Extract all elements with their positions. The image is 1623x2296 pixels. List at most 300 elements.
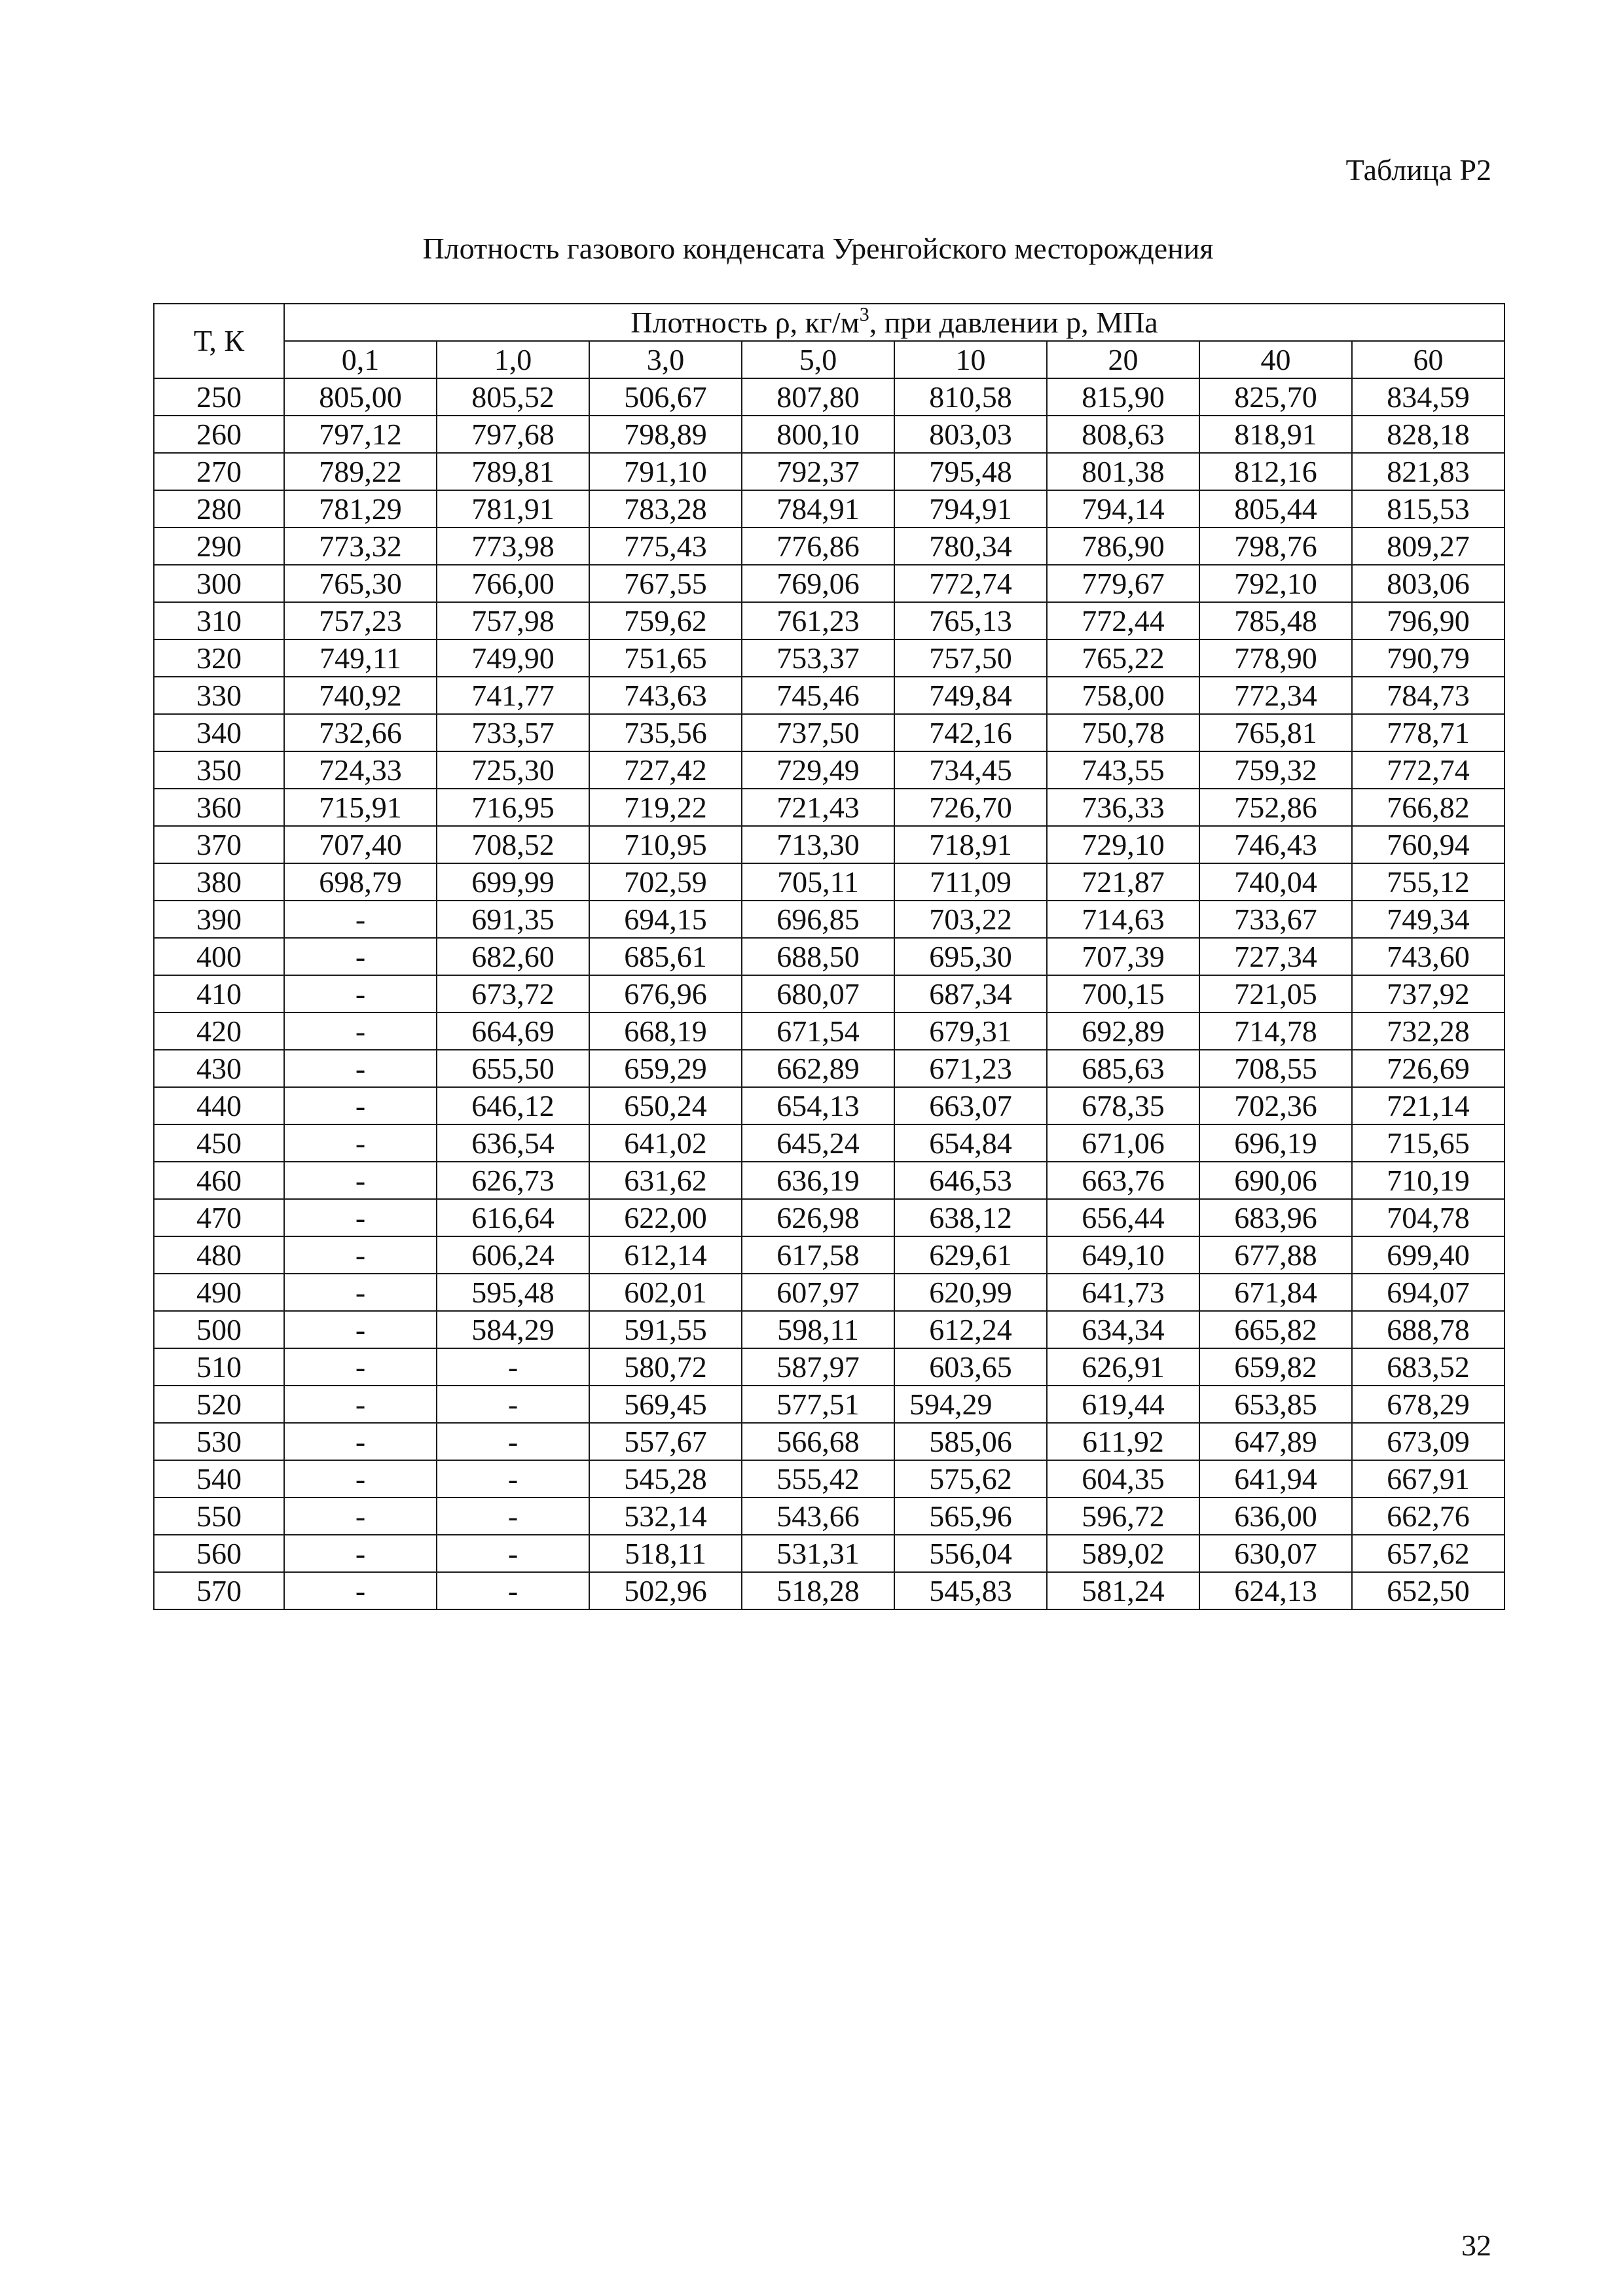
density-value-cell: 803,06 [1352,565,1504,602]
density-value-cell: 759,32 [1199,751,1352,789]
density-value-cell: 719,22 [589,789,742,826]
density-value-cell: 749,34 [1352,901,1504,938]
density-value-cell: 721,43 [742,789,894,826]
pressure-header-cell: 5,0 [742,341,894,378]
density-value-cell: 725,30 [437,751,589,789]
temperature-cell: 510 [154,1348,284,1386]
density-value-cell: 769,06 [742,565,894,602]
density-value-cell: 626,98 [742,1199,894,1236]
density-value-cell: 805,52 [437,378,589,416]
temperature-cell: 350 [154,751,284,789]
temperature-cell: 520 [154,1386,284,1423]
density-table-container [153,303,1505,1610]
density-value-cell: 647,89 [1199,1423,1352,1460]
density-header-text: Плотность ρ, кг/м [630,306,860,339]
table-row [154,938,1504,975]
density-value-cell: 750,78 [1047,714,1199,751]
density-value-cell: 708,55 [1199,1050,1352,1087]
density-value-cell: 577,51 [742,1386,894,1423]
density-value-cell: 735,56 [589,714,742,751]
density-value-cell: 800,10 [742,416,894,453]
density-value-cell: 733,67 [1199,901,1352,938]
density-value-cell: 652,50 [1352,1572,1504,1609]
density-value-cell: 685,61 [589,938,742,975]
density-value-cell: 727,42 [589,751,742,789]
table-row [154,416,1504,453]
density-value-cell: 679,31 [894,1013,1047,1050]
density-value-cell: 616,64 [437,1199,589,1236]
density-value-cell: 757,50 [894,639,1047,677]
density-value-cell: 641,02 [589,1124,742,1162]
table-row [154,639,1504,677]
density-value-cell: 620,99 [894,1274,1047,1311]
temperature-cell: 420 [154,1013,284,1050]
density-value-cell: 557,67 [589,1423,742,1460]
table-row [154,1087,1504,1124]
density-value-cell: 604,35 [1047,1460,1199,1498]
density-value-cell: 766,82 [1352,789,1504,826]
density-value-cell: 581,24 [1047,1572,1199,1609]
density-value-cell: 565,96 [894,1498,1047,1535]
density-value-cell: 664,69 [437,1013,589,1050]
density-value-cell: - [284,1199,437,1236]
temperature-cell: 490 [154,1274,284,1311]
density-value-cell: 617,58 [742,1236,894,1274]
density-value-cell: - [284,1236,437,1274]
density-value-cell: 532,14 [589,1498,742,1535]
density-value-cell: 765,81 [1199,714,1352,751]
density-value-cell: - [437,1498,589,1535]
temperature-cell: 370 [154,826,284,863]
table-row [154,1572,1504,1609]
density-value-cell: 585,06 [894,1423,1047,1460]
density-value-cell: 797,68 [437,416,589,453]
density-value-cell: 654,13 [742,1087,894,1124]
density-value-cell: - [284,1423,437,1460]
density-value-cell: 663,76 [1047,1162,1199,1199]
temperature-cell: 270 [154,453,284,490]
density-value-cell: 700,15 [1047,975,1199,1013]
density-value-cell: 772,74 [1352,751,1504,789]
density-value-cell: 757,23 [284,602,437,639]
density-value-cell: 742,16 [894,714,1047,751]
density-value-cell: 794,91 [894,490,1047,528]
density-value-cell: 671,06 [1047,1124,1199,1162]
table-header-row [154,304,1504,341]
density-value-cell: 654,84 [894,1124,1047,1162]
density-value-cell: 702,59 [589,863,742,901]
density-value-cell: 683,96 [1199,1199,1352,1236]
density-value-cell: 662,76 [1352,1498,1504,1535]
table-row [154,1386,1504,1423]
table-row [154,789,1504,826]
temperature-cell: 250 [154,378,284,416]
density-value-cell: 786,90 [1047,528,1199,565]
density-value-cell: 715,91 [284,789,437,826]
density-value-cell: 789,81 [437,453,589,490]
density-value-cell: 828,18 [1352,416,1504,453]
temperature-cell: 450 [154,1124,284,1162]
density-value-cell: 657,62 [1352,1535,1504,1572]
pressure-header-cell: 1,0 [437,341,589,378]
density-value-cell: 646,12 [437,1087,589,1124]
temperature-cell: 260 [154,416,284,453]
temperature-cell: 290 [154,528,284,565]
density-value-cell: 566,68 [742,1423,894,1460]
density-value-cell: 707,40 [284,826,437,863]
density-value-cell: 612,14 [589,1236,742,1274]
density-value-cell: 662,89 [742,1050,894,1087]
density-value-cell: 791,10 [589,453,742,490]
density-value-cell: 682,60 [437,938,589,975]
density-value-cell: 784,73 [1352,677,1504,714]
table-row [154,1460,1504,1498]
density-value-cell: 784,91 [742,490,894,528]
temperature-cell: 430 [154,1050,284,1087]
table-row [154,490,1504,528]
density-value-cell: 696,19 [1199,1124,1352,1162]
density-value-cell: 749,84 [894,677,1047,714]
density-value-cell: 772,34 [1199,677,1352,714]
table-row [154,1013,1504,1050]
density-value-cell: 807,80 [742,378,894,416]
density-value-cell: 575,62 [894,1460,1047,1498]
density-value-cell: 765,22 [1047,639,1199,677]
density-value-cell: 673,09 [1352,1423,1504,1460]
density-value-cell: 755,12 [1352,863,1504,901]
density-value-cell: 713,30 [742,826,894,863]
density-value-cell: 699,99 [437,863,589,901]
density-value-cell: 710,19 [1352,1162,1504,1199]
density-value-cell: 794,14 [1047,490,1199,528]
density-value-cell: 678,35 [1047,1087,1199,1124]
density-value-cell: 589,02 [1047,1535,1199,1572]
density-value-cell: 705,11 [742,863,894,901]
density-value-cell: 543,66 [742,1498,894,1535]
density-value-cell: 703,22 [894,901,1047,938]
density-value-cell: 663,07 [894,1087,1047,1124]
temperature-cell: 380 [154,863,284,901]
density-value-cell: 743,55 [1047,751,1199,789]
temperature-cell: 540 [154,1460,284,1498]
density-value-cell: 734,45 [894,751,1047,789]
density-value-cell: 765,30 [284,565,437,602]
page-number: 32 [1461,2229,1491,2262]
density-value-cell: 776,86 [742,528,894,565]
pressure-header-cell: 10 [894,341,1047,378]
pressure-header-cell: 3,0 [589,341,742,378]
density-value-cell: 587,97 [742,1348,894,1386]
density-value-cell: 680,07 [742,975,894,1013]
density-column-header [284,304,1504,341]
density-value-cell: 746,43 [1199,826,1352,863]
density-value-cell: 580,72 [589,1348,742,1386]
density-value-cell: 714,78 [1199,1013,1352,1050]
table-row [154,826,1504,863]
density-value-cell: - [284,975,437,1013]
table-row [154,1348,1504,1386]
page-title: Плотность газового конденсата Уренгойского месторождения [422,232,1214,265]
density-value-cell: 789,22 [284,453,437,490]
density-value-cell: 716,95 [437,789,589,826]
density-value-cell: 631,62 [589,1162,742,1199]
density-value-cell: 785,48 [1199,602,1352,639]
density-value-cell: - [284,1013,437,1050]
density-value-cell: 704,78 [1352,1199,1504,1236]
table-row [154,901,1504,938]
density-value-cell: 518,11 [589,1535,742,1572]
temperature-cell: 330 [154,677,284,714]
density-header-superscript: 3 [859,304,869,325]
temperature-cell: 480 [154,1236,284,1274]
density-value-cell: 781,29 [284,490,437,528]
density-value-cell: 673,72 [437,975,589,1013]
temperature-cell: 320 [154,639,284,677]
density-value-cell: 780,34 [894,528,1047,565]
table-row [154,528,1504,565]
density-value-cell: 761,23 [742,602,894,639]
density-value-cell: - [284,1124,437,1162]
density-value-cell: 726,70 [894,789,1047,826]
density-value-cell: 630,07 [1199,1535,1352,1572]
density-value-cell: 733,57 [437,714,589,751]
density-value-cell: 772,44 [1047,602,1199,639]
density-value-cell: 715,65 [1352,1124,1504,1162]
density-value-cell: 749,11 [284,639,437,677]
density-value-cell: 696,85 [742,901,894,938]
density-value-cell: 671,23 [894,1050,1047,1087]
density-value-cell: 798,89 [589,416,742,453]
temperature-cell: 280 [154,490,284,528]
density-value-cell: 812,16 [1199,453,1352,490]
table-row [154,378,1504,416]
density-value-cell: - [284,938,437,975]
table-row [154,1199,1504,1236]
density-value-cell: 815,53 [1352,490,1504,528]
density-value-cell: 721,14 [1352,1087,1504,1124]
temperature-column-header: Т, К [154,304,284,378]
density-value-cell: - [437,1460,589,1498]
density-value-cell: 803,03 [894,416,1047,453]
density-value-cell: 624,13 [1199,1572,1352,1609]
density-value-cell: 688,78 [1352,1311,1504,1348]
density-value-cell: 773,32 [284,528,437,565]
density-value-cell: 834,59 [1352,378,1504,416]
table-row [154,975,1504,1013]
density-value-cell: 555,42 [742,1460,894,1498]
density-value-cell: 732,66 [284,714,437,751]
temperature-cell: 530 [154,1423,284,1460]
density-value-cell: 727,34 [1199,938,1352,975]
density-value-cell: 718,91 [894,826,1047,863]
density-value-cell: 649,10 [1047,1236,1199,1274]
density-value-cell: 694,15 [589,901,742,938]
density-value-cell: 772,74 [894,565,1047,602]
density-value-cell: - [284,1274,437,1311]
density-value-cell: 622,00 [589,1199,742,1236]
table-row [154,1311,1504,1348]
density-value-cell: 665,82 [1199,1311,1352,1348]
temperature-cell: 570 [154,1572,284,1609]
density-value-cell: 694,07 [1352,1274,1504,1311]
density-value-cell: - [437,1572,589,1609]
density-value-cell: 645,24 [742,1124,894,1162]
density-value-cell: 818,91 [1199,416,1352,453]
density-value-cell: 594,29 [894,1386,1047,1423]
density-value-cell: 595,48 [437,1274,589,1311]
density-value-cell: 805,00 [284,378,437,416]
density-value-cell: 603,65 [894,1348,1047,1386]
density-value-cell: 698,79 [284,863,437,901]
density-value-cell: 758,00 [1047,677,1199,714]
density-value-cell: 650,24 [589,1087,742,1124]
table-row [154,1162,1504,1199]
density-value-cell: 821,83 [1352,453,1504,490]
density-value-cell: 676,96 [589,975,742,1013]
density-value-cell: 737,50 [742,714,894,751]
density-value-cell: 638,12 [894,1199,1047,1236]
density-value-cell: 801,38 [1047,453,1199,490]
density-value-cell: 690,06 [1199,1162,1352,1199]
temperature-cell: 300 [154,565,284,602]
density-value-cell: 736,33 [1047,789,1199,826]
density-value-cell: 569,45 [589,1386,742,1423]
density-value-cell: 729,10 [1047,826,1199,863]
density-value-cell: 598,11 [742,1311,894,1348]
density-value-cell: 659,29 [589,1050,742,1087]
density-value-cell: 671,84 [1199,1274,1352,1311]
density-value-cell: 584,29 [437,1311,589,1348]
density-value-cell: 707,39 [1047,938,1199,975]
density-value-cell: 732,28 [1352,1013,1504,1050]
density-value-cell: 783,28 [589,490,742,528]
density-value-cell: 797,12 [284,416,437,453]
density-value-cell: 710,95 [589,826,742,863]
density-value-cell: - [284,1460,437,1498]
density-value-cell: 506,67 [589,378,742,416]
density-value-cell: 655,50 [437,1050,589,1087]
density-value-cell: 619,44 [1047,1386,1199,1423]
temperature-cell: 460 [154,1162,284,1199]
density-value-cell: - [284,1348,437,1386]
table-row [154,1236,1504,1274]
table-row [154,1124,1504,1162]
density-value-cell: 726,69 [1352,1050,1504,1087]
temperature-cell: 400 [154,938,284,975]
density-value-cell: 656,44 [1047,1199,1199,1236]
density-value-cell: 759,62 [589,602,742,639]
pressure-header-row [154,341,1504,378]
density-value-cell: 711,09 [894,863,1047,901]
density-value-cell: 773,98 [437,528,589,565]
density-value-cell: 677,88 [1199,1236,1352,1274]
table-row [154,453,1504,490]
pressure-header-cell: 20 [1047,341,1199,378]
density-value-cell: 641,73 [1047,1274,1199,1311]
density-value-cell: 721,87 [1047,863,1199,901]
density-value-cell: 692,89 [1047,1013,1199,1050]
density-value-cell: 626,73 [437,1162,589,1199]
density-value-cell: 612,24 [894,1311,1047,1348]
density-value-cell: 753,37 [742,639,894,677]
temperature-cell: 340 [154,714,284,751]
density-value-cell: 683,52 [1352,1348,1504,1386]
table-row [154,565,1504,602]
temperature-cell: 440 [154,1087,284,1124]
density-value-cell: 743,63 [589,677,742,714]
density-value-cell: 805,44 [1199,490,1352,528]
density-value-cell: 653,85 [1199,1386,1352,1423]
density-value-cell: 531,31 [742,1535,894,1572]
density-value-cell: - [284,1311,437,1348]
table-row [154,677,1504,714]
density-value-cell: 591,55 [589,1311,742,1348]
table-row [154,863,1504,901]
density-value-cell: - [284,1386,437,1423]
density-value-cell: - [284,1498,437,1535]
density-value-cell: 708,52 [437,826,589,863]
density-value-cell: 687,34 [894,975,1047,1013]
density-value-cell: 724,33 [284,751,437,789]
density-value-cell: 808,63 [1047,416,1199,453]
density-value-cell: 667,91 [1352,1460,1504,1498]
density-header-suffix: , при давлении р, МПа [869,306,1158,339]
density-value-cell: 796,90 [1352,602,1504,639]
density-value-cell: 636,54 [437,1124,589,1162]
density-value-cell: 602,01 [589,1274,742,1311]
density-value-cell: 757,98 [437,602,589,639]
density-value-cell: 702,36 [1199,1087,1352,1124]
density-value-cell: 659,82 [1199,1348,1352,1386]
density-value-cell: 634,34 [1047,1311,1199,1348]
density-value-cell: 795,48 [894,453,1047,490]
density-value-cell: 626,91 [1047,1348,1199,1386]
density-value-cell: 743,60 [1352,938,1504,975]
density-value-cell: - [437,1423,589,1460]
table-row [154,1274,1504,1311]
density-value-cell: - [284,1050,437,1087]
density-value-cell: 778,71 [1352,714,1504,751]
table-label: Таблица Р2 [1345,153,1491,187]
density-value-cell: 611,92 [1047,1423,1199,1460]
density-value-cell: - [284,1572,437,1609]
temperature-cell: 360 [154,789,284,826]
density-value-cell: 606,24 [437,1236,589,1274]
density-value-cell: 809,27 [1352,528,1504,565]
density-value-cell: 729,49 [742,751,894,789]
density-value-cell: 596,72 [1047,1498,1199,1535]
density-value-cell: 668,19 [589,1013,742,1050]
table-row [154,1535,1504,1572]
table-row [154,602,1504,639]
density-value-cell: 815,90 [1047,378,1199,416]
density-value-cell: 779,67 [1047,565,1199,602]
density-value-cell: 792,37 [742,453,894,490]
density-value-cell: - [437,1386,589,1423]
density-value-cell: 740,04 [1199,863,1352,901]
density-value-cell: 745,46 [742,677,894,714]
pressure-header-cell: 40 [1199,341,1352,378]
density-table [153,303,1505,1610]
density-value-cell: 688,50 [742,938,894,975]
pressure-header-cell: 60 [1352,341,1504,378]
temperature-cell: 560 [154,1535,284,1572]
temperature-cell: 410 [154,975,284,1013]
density-value-cell: 556,04 [894,1535,1047,1572]
density-value-cell: 749,90 [437,639,589,677]
density-value-cell: 775,43 [589,528,742,565]
density-value-cell: 545,83 [894,1572,1047,1609]
